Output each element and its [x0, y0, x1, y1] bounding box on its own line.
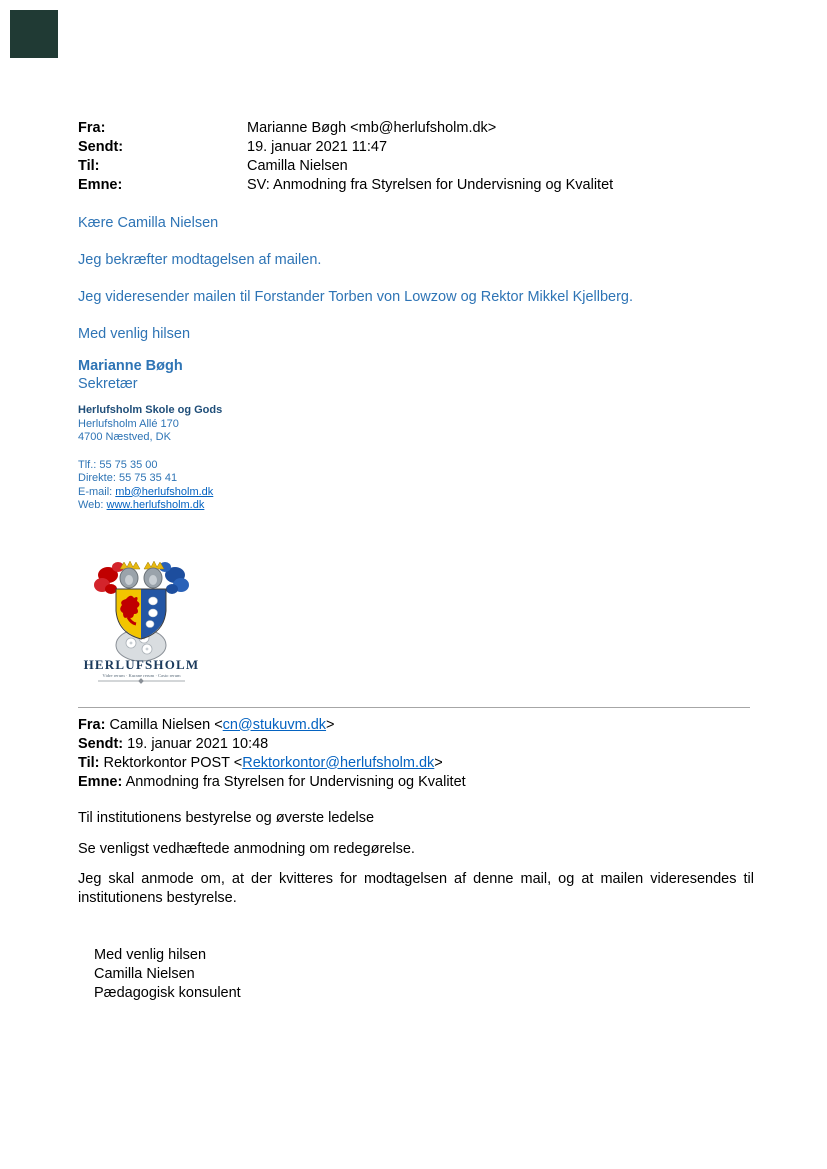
header-label-sent: Sendt: [78, 139, 124, 155]
signature-address-2: 4700 Næstved, DK [78, 431, 171, 443]
quoted-header-to-label: Til: [78, 754, 100, 771]
sender-title: Sekretær [78, 376, 138, 392]
logo-wordmark: HERLUFSHOLM [83, 656, 200, 672]
logo-tagline: Vidre rerum · Kurane rerum · Casto rerum [102, 672, 181, 678]
quoted-closing-line-2: Camilla Nielsen [94, 965, 195, 982]
signature-direct-phone: Direkte: 55 75 35 41 [78, 472, 178, 484]
signature-phone: Tlf.: 55 75 35 00 [78, 458, 158, 471]
header-label-subject: Emne: [78, 177, 123, 193]
signature-address-1: Herlufsholm Allé 170 [78, 417, 179, 430]
quoted-header-to-post: > [434, 754, 443, 771]
sender-name: Marianne Bøgh [78, 358, 183, 374]
header-value-from: Marianne Bøgh <mb@herlufsholm.dk> [247, 120, 497, 136]
message-divider [78, 707, 750, 708]
quoted-email-header-block [78, 716, 754, 792]
quoted-body-line-2: Se venligst vedhæftede anmodning om redegørelse. [78, 840, 415, 857]
quoted-closing-line-3: Pædagogisk konsulent [94, 984, 241, 1001]
body-paragraph-2: Jeg videresender mailen til Forstander Torben von Lowzow og Rektor Mikkel Kjellberg. [78, 289, 634, 305]
quoted-header-from-post: > [326, 716, 335, 733]
header-label-to: Til: [78, 158, 100, 174]
quoted-header-subject [78, 773, 754, 792]
logo-flourish [98, 678, 185, 684]
signature-gap [78, 445, 754, 459]
body-paragraph-1: Jeg bekræfter modtagelsen af mailen. [78, 252, 322, 268]
header-label-from: Fra: [78, 120, 106, 136]
quoted-header-subject-value: Anmodning fra Styrelsen for Undervisning og Kvalitet [125, 773, 466, 790]
quoted-header-from [78, 716, 754, 735]
quoted-header-to [78, 754, 754, 773]
quoted-from-email-link[interactable]: cn@stukuvm.dk [222, 716, 327, 733]
greeting-line: Kære Camilla Nielsen [78, 215, 219, 231]
signature-org: Herlufsholm Skole og Gods [78, 404, 223, 416]
header-row-sent [78, 138, 754, 157]
quoted-header-from-label: Fra: [78, 716, 106, 733]
signature-web-label: Web: [78, 499, 104, 511]
crest-shield [116, 589, 166, 639]
herlufsholm-logo [78, 551, 205, 684]
signature-email-link[interactable]: mb@herlufsholm.dk [115, 485, 214, 498]
crest-helmets [120, 568, 162, 588]
quoted-closing-block [78, 946, 754, 1003]
header-row-subject [78, 176, 754, 195]
quoted-closing-line-1: Med venlig hilsen [94, 946, 207, 963]
quoted-header-sent-value: 19. januar 2021 10:48 [127, 735, 269, 752]
header-value-to: Camilla Nielsen [247, 158, 348, 174]
quoted-body-paragraph: Jeg skal anmode om, at der kvitteres for modtagelsen af denne mail, og at mailen videresendes til institutionens bestyrelse. [78, 870, 754, 906]
corner-logo-square [10, 10, 58, 58]
quoted-header-subject-label: Emne: [78, 773, 123, 790]
header-row-to [78, 157, 754, 176]
signature-block [78, 404, 754, 513]
crest-crowns [120, 561, 164, 569]
signature-email-label: E-mail: [78, 485, 113, 498]
header-row-from [78, 119, 754, 138]
quoted-header-sent-label: Sendt: [78, 735, 124, 752]
quoted-header-to-pre: Rektorkontor POST < [103, 754, 243, 771]
signature-web-line [78, 499, 754, 513]
signature-email-line [78, 486, 754, 500]
quoted-header-sent [78, 735, 754, 754]
header-value-subject: SV: Anmodning fra Styrelsen for Undervisning og Kvalitet [247, 177, 614, 193]
header-value-sent: 19. januar 2021 11:47 [247, 139, 388, 155]
quoted-header-from-pre: Camilla Nielsen < [109, 716, 223, 733]
closing-line: Med venlig hilsen [78, 326, 191, 342]
quoted-to-email-link[interactable]: Rektorkontor@herlufsholm.dk [242, 754, 435, 771]
signature-web-link[interactable]: www.herlufsholm.dk [106, 499, 205, 511]
top-email-header-block [78, 119, 754, 195]
email-content [78, 119, 754, 1003]
quoted-body-line-1: Til institutionens bestyrelse og øverste ledelse [78, 809, 375, 826]
